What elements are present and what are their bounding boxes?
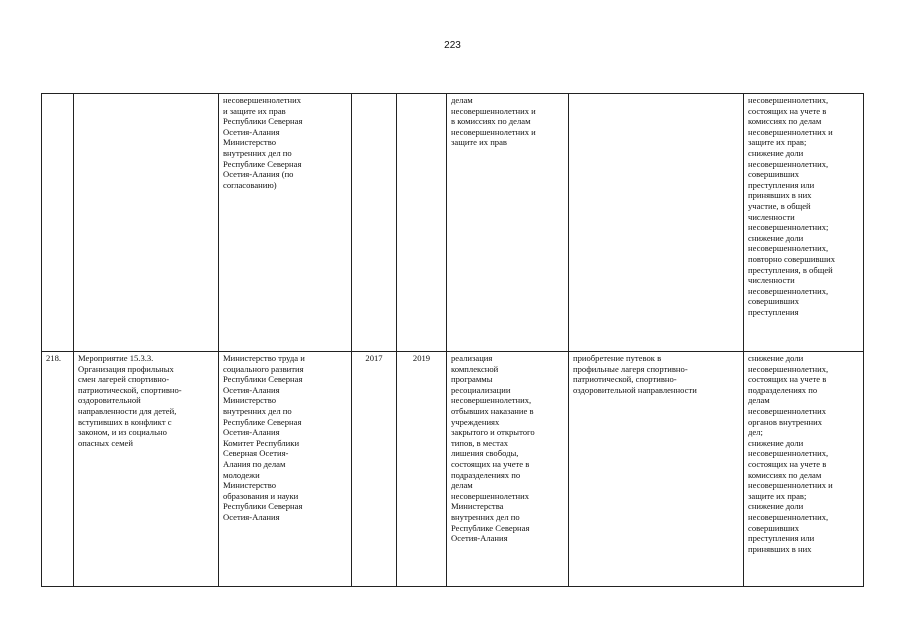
cell-measure-name	[74, 94, 219, 352]
cell-number	[42, 94, 74, 352]
cell-year-start: 2017	[352, 352, 397, 587]
cell-indicators: снижение доли несовершеннолетних, состоящих на учете в подразделениях по делам несовершеннолетних органов внутренних дел; снижение доли несовершеннолетних, состоящих на учете в комиссиях по делам несовершеннолетних и защите их прав; снижение доли несовершеннолетних, совершивших преступления или принявших в них	[744, 352, 864, 587]
cell-expected-result: реализация комплексной программы ресоциализации несовершеннолетних, отбывших наказание в учреждениях закрытого и открытого типов, в местах лишения свободы, состоящих на учете в подразделениях по делам несовершеннолетних Министерства внутренних дел по Республике Северная Осетия-Алания	[447, 352, 569, 587]
cell-activities	[569, 94, 744, 352]
table-row	[42, 94, 864, 352]
cell-year-end	[397, 94, 447, 352]
cell-indicators: несовершеннолетних, состоящих на учете в комиссиях по делам несовершеннолетних и защите их прав; снижение доли несовершеннолетних, совершивших преступления или принявших в них участие, в общей численности несовершеннолетних; снижение доли несовершеннолетних, повторно совершивших преступления, в общей численности несовершеннолетних, совершивших преступления	[744, 94, 864, 352]
cell-year-end: 2019	[397, 352, 447, 587]
cell-activities: приобретение путевок в профильные лагеря спортивно- патриотической, спортивно- оздоровительной направленности	[569, 352, 744, 587]
cell-executors: Министерство труда и социального развития Республики Северная Осетия-Алания Министерство внутренних дел по Республике Северная Осетия-Алания Комитет Республики Северная Осетия- Алания по делам молодежи Министерство образования и науки Республики Северная Осетия-Алания	[219, 352, 352, 587]
program-measures-table	[41, 93, 864, 587]
cell-measure-name: Мероприятие 15.3.3. Организация профильных смен лагерей спортивно- патриотической, спортивно- оздоровительной направленности для детей, вступивших в конфликт с законом, и из социально опасных семей	[74, 352, 219, 587]
cell-expected-result: делам несовершеннолетних и в комиссиях по делам несовершеннолетних и защите их прав	[447, 94, 569, 352]
cell-executors: несовершеннолетних и защите их прав Республики Северная Осетия-Алания Министерство внутренних дел по Республике Северная Осетия-Алания (по согласованию)	[219, 94, 352, 352]
cell-number: 218.	[42, 352, 74, 587]
table-row	[42, 352, 864, 587]
cell-year-start	[352, 94, 397, 352]
page-number: 223	[444, 40, 461, 51]
